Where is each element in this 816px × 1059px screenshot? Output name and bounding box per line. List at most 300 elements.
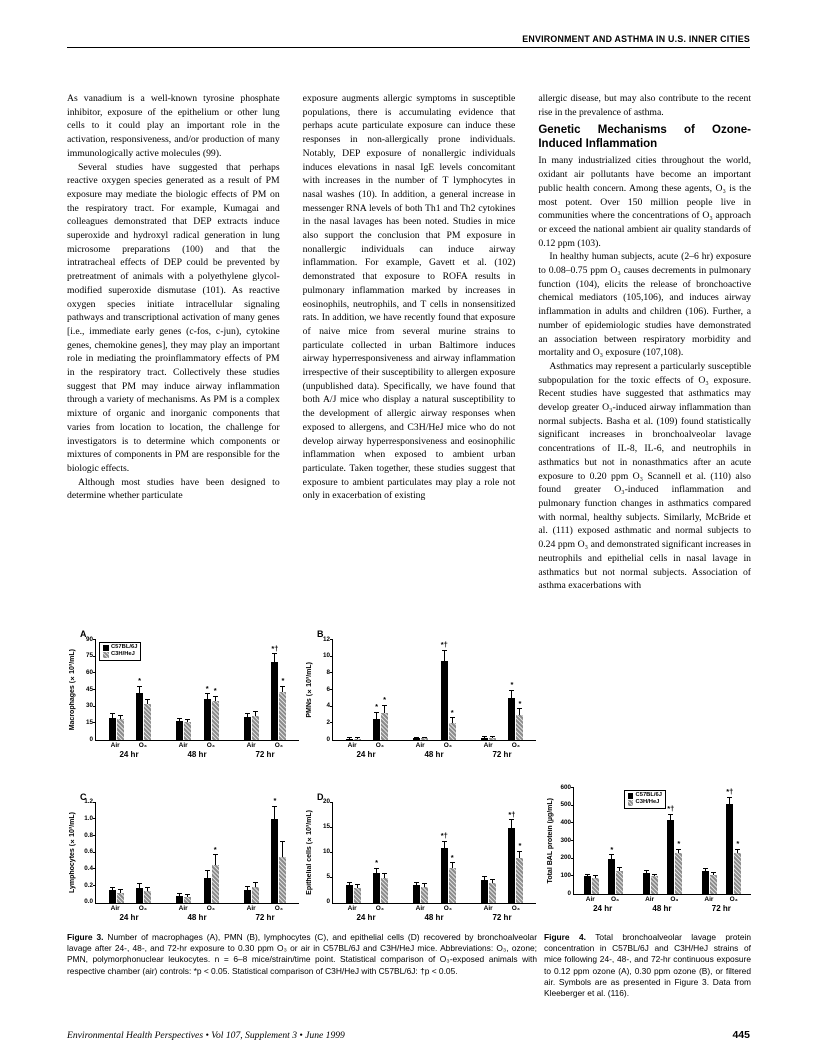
significance-annotation: *† [726,787,734,797]
error-bar-cap [213,696,218,697]
x-tick-label: O₃ [375,742,384,749]
header-rule [67,47,750,48]
bar [381,878,388,903]
condition-group [373,640,388,740]
x-label-group [632,896,691,904]
time-label: 24 hr [119,912,139,922]
figure3-caption-label: Figure 3. [67,932,104,942]
bar [252,887,259,903]
y-tick-label: 75 [85,652,93,660]
time-group [401,803,469,903]
error-bar-cap [450,717,455,718]
bar [592,878,599,894]
error-bar-cap [382,873,387,874]
bar [144,891,151,903]
y-tick-mark [93,656,96,657]
y-axis-title: Epithelial cells (×10³/mL) [305,810,313,895]
bar-C57BL/6J [667,788,674,894]
bar-C57BL/6J [346,803,353,903]
legend-swatch [628,793,634,799]
bar [252,716,259,740]
y-tick-label: 90 [85,635,93,643]
condition-group [667,788,682,894]
plot-area [95,796,299,904]
x-label-group [468,742,536,750]
journal-footer: Environmental Health Perspectives • Vol 107, Supplement 3 • June 1999 [67,1030,345,1041]
x-axis-labels [332,742,536,750]
error-bar-cap [668,814,673,815]
y-tick-label: 60 [85,669,93,677]
x-label-group [400,742,468,750]
bar [184,897,191,903]
condition-group [204,640,219,740]
x-tick-label: O₃ [443,742,452,749]
time-group [164,640,232,740]
time-label: 24 hr [119,750,139,760]
bar-C3H/HeJ [354,803,361,903]
condition-group [508,803,523,903]
y-tick-label: 1.0 [84,815,93,823]
error-bar-cap [585,874,590,875]
legend-label: C57BL/6J [111,644,138,650]
bar [373,873,380,903]
y-tick-mark [93,639,96,640]
legend-swatch [628,800,634,806]
bar [354,739,361,740]
bar-C57BL/6J [608,788,615,894]
condition-group [584,788,599,894]
text-column-2 [303,92,516,593]
bar-C3H/HeJ [252,640,259,740]
chart-inner [303,791,536,904]
paragraph: Although most studies have been designed to determine whether particulate [67,476,280,502]
condition-group [244,803,259,903]
time-axis-labels [332,750,536,760]
error-bar-cap [617,867,622,868]
time-group [333,640,401,740]
bar [212,701,219,740]
x-axis-labels [332,905,536,913]
bar [204,878,211,903]
bar [279,857,286,903]
y-tick-mark [93,672,96,673]
time-label: 48 hr [187,750,207,760]
error-bar-cap [727,797,732,798]
bar [616,871,623,894]
condition-group [136,803,151,903]
time-label: 72 hr [492,912,512,922]
y-tick-mark [93,885,96,886]
bar [144,704,151,740]
x-tick-label: O₃ [443,904,452,912]
bar-C57BL/6J [373,803,380,903]
error-bar [274,807,275,820]
error-bar-cap [442,841,447,842]
y-tick-label: 0.8 [84,831,93,839]
significance-annotation: * [205,683,209,693]
condition-group [346,640,361,740]
bar [176,721,183,740]
x-label-group [163,905,231,913]
bar [421,887,428,903]
bar-C57BL/6J [413,640,420,740]
x-tick-label: O₃ [611,896,620,903]
y-axis-title: Total BAL protein (µg/mL) [546,798,554,884]
error-bar-cap [676,849,681,850]
significance-annotation: * [273,796,277,806]
x-tick-label: O₃ [138,742,147,749]
figure3-caption [67,932,537,977]
y-tick-mark [571,805,574,806]
y-tick-label: 0 [326,898,330,906]
y-tick-label: 100 [560,872,571,880]
condition-group [109,803,124,903]
y-tick-mark [571,787,574,788]
y-tick-mark [93,868,96,869]
bar [516,715,523,740]
x-tick-label: Air [585,896,595,903]
y-tick-mark [330,827,333,828]
significance-annotation: * [375,858,379,868]
x-label-group [400,905,468,913]
time-group [231,796,299,903]
x-axis-labels [95,742,299,750]
time-group [468,640,536,740]
chart-inner [66,628,299,741]
x-tick-label: Air [246,904,256,912]
y-axis [315,798,332,906]
bar-C3H/HeJ [212,640,219,740]
error-bar [384,706,385,714]
error-bar-cap [110,887,115,888]
bar-C3H/HeJ [489,640,496,740]
error-bar-cap [711,872,716,873]
y-tick-label: 600 [560,783,571,791]
error-bar-cap [205,693,210,694]
condition-group [481,640,496,740]
error-bar-cap [280,841,285,842]
y-tick-mark [330,722,333,723]
bar-C3H/HeJ [212,803,219,903]
time-axis-labels [95,750,299,760]
x-label-group [692,896,751,904]
x-tick-label: O₃ [511,904,520,912]
running-head: ENVIRONMENT AND ASTHMA IN U.S. INNER CITIES [522,34,750,44]
time-label: 48 hr [424,912,444,922]
error-bar-cap [414,882,419,883]
y-tick-mark [330,672,333,673]
legend-label: C57BL/6J [635,792,662,798]
error-bar-cap [185,719,190,720]
bar-C3H/HeJ [144,803,151,903]
text-column-3 [538,92,751,593]
significance-annotation: *† [440,831,448,841]
error-bar-cap [703,868,708,869]
bar [117,893,124,903]
figure3-panel-a-chart [66,628,299,761]
x-label-group [95,742,163,750]
condition-group [702,788,717,894]
time-axis-labels [95,913,299,923]
significance-annotation: * [450,707,454,717]
page-number: 445 [732,1029,750,1041]
significance-annotation: *† [440,640,448,650]
bar-C3H/HeJ [184,803,191,903]
bar-C3H/HeJ [516,640,523,740]
error-bar-cap [253,711,258,712]
significance-annotation: *† [667,804,675,813]
y-tick-label: 0 [567,889,571,897]
paragraph: exposure augments allergic symptoms in susceptible populations, there is accumulating evidence that perhaps acute particulate exposure can induce these responses in non-allergically prone individuals. Notably, DEP exposure of nonallergic individuals induces elevations in nasal IgE levels concomitant with increases in the number of T lymphocytes in nasal washes (10). In addition, a general increase in messenger RNA levels of both Th1 and Th2 cytokines in the nasal lavages has been noted. Studies in mice also support the conclusion that PM exposure in nonallergic individuals can induce airway inflammation. For example, Gavett et al. (102) demonstrated that exposure to ROFA results in pulmonary inflammation marked by increases in eosinophils, neutrophils, and T cells in nonsensitized rats. In addition, we have recently found that exposure of naive mice from several murine strains to particulate collected in urban Baltimore induces airway hyperresponsiveness and airway inflammation irrespective of their susceptibility to allergen exposure (unpublished data). Specifically, we have found that both A/J mice who display a natural susceptibility to the development of allergic airway responses when exposed to allergens, and C3H/HeJ mice who do not develop airway hyperresponsiveness and eosinophilic inflammation when exposed to ambient urban particulate. Taken together, these studies suggest that exposure to ambient particulates may play a role not only in exacerbation of existing [302,93,516,502]
x-tick-label: Air [110,904,120,912]
y-axis-title: Macrophages (×10³/mL) [68,649,76,731]
bar-C3H/HeJ [489,803,496,903]
y-tick-label: 0 [326,735,330,743]
bar [354,888,361,903]
time-label: 48 hr [424,750,444,760]
error-bar-cap [245,886,250,887]
significance-annotation: * [383,695,387,705]
y-tick-label: 12 [322,635,330,643]
bar [508,828,515,903]
bar [136,888,143,903]
bar-C57BL/6J [271,796,278,903]
bar-C3H/HeJ [354,640,361,740]
y-tick-mark [330,706,333,707]
time-group [231,640,299,740]
bar [212,865,219,903]
chart-inner [303,628,536,741]
bar [608,859,615,894]
x-label-group [573,896,632,904]
bar-C57BL/6J [176,640,183,740]
bar [702,871,709,894]
bar-C3H/HeJ [252,803,259,903]
condition-group [441,640,456,740]
x-tick-label: Air [415,742,425,749]
y-tick-mark [330,656,333,657]
y-tick-label: 20 [322,798,330,806]
bar [413,885,420,903]
panel-label: A [80,629,87,639]
error-bar-cap [253,882,258,883]
y-tick-mark [571,875,574,876]
y-tick-label: 2 [326,719,330,727]
figure4-caption-label: Figure 4. [544,932,586,942]
y-axis-title: Lymphocytes (×10³/mL) [68,811,76,894]
y-tick-label: 5 [326,873,330,881]
error-bar-cap [609,854,614,855]
bar-C3H/HeJ [421,803,428,903]
figure3-panel-b-chart [303,628,536,761]
bar [584,876,591,894]
time-group [96,803,164,903]
significance-annotation: * [138,676,142,686]
figure3-panel-d-chart [303,791,536,924]
figure3-panel-c-chart [66,791,299,924]
bar-C57BL/6J [204,640,211,740]
condition-group [608,788,623,894]
y-tick-label: 10 [322,652,330,660]
x-tick-label: Air [483,742,493,749]
bar-C3H/HeJ [144,640,151,740]
time-group [468,803,536,903]
bar-C57BL/6J [702,788,709,894]
error-bar-cap [735,849,740,850]
bar-C3H/HeJ [616,788,623,894]
bar-C57BL/6J [136,803,143,903]
x-tick-label: Air [110,742,120,749]
figure3-caption-text: Number of macrophages (A), PMN (B), lymphocytes (C), and epithelial cells (D) recovered by bronchoalveolar lavage after 24-, 48-, and 72-hr exposure to 0.30 ppm O₃ or air in C57BL/6J and C3H/HeJ mice. Abbreviations: O₃, ozone; PMN, polymorphonuclear leukocytes. n = 6–8 mice/strain/time point. Statistical comparison of O₃-exposed animals with respective chamber (air) controls: *p < 0.05. Statistical comparison of C3H/HeJ with C57BL/6J: †p < 0.05. [67,932,537,976]
time-label: 72 hr [492,750,512,760]
error-bar-cap [110,713,115,714]
time-label: 72 hr [255,912,275,922]
condition-group [271,640,286,740]
bar [381,713,388,740]
x-tick-label: Air [246,742,256,749]
error-bar-cap [652,874,657,875]
bar [184,722,191,740]
y-tick-label: 6 [326,685,330,693]
significance-annotation: * [518,698,522,708]
legend [99,642,141,661]
bar-C57BL/6J [481,803,488,903]
x-tick-label: Air [347,904,357,912]
bar-C57BL/6J [244,640,251,740]
legend-label: C3H/HeJ [635,799,660,806]
bar-C3H/HeJ [449,803,456,903]
bar [109,718,116,740]
error-bar-cap [382,705,387,706]
bar-C57BL/6J [481,640,488,740]
y-tick-label: 45 [85,685,93,693]
legend-item [628,800,662,806]
condition-group [271,796,286,903]
bar-C3H/HeJ [279,640,286,740]
paragraph: Several studies have suggested that perhaps reactive oxygen species generated as a result of PM exposure may mediate the biologic effects of PM on the respiratory tract. For example, Kumagai and colleagues demonstrated that DEP extracts induce superoxide and hydroxyl radical generation in lung microsome preparations (100) and that the intratracheal effects of DEP could be prevented by pretreatment of animals with a polyethylene glycol-modified superoxide dismutase (101). As reactive oxygen species initiate intracellular signaling pathways and transcriptional activation of many genes [i.e., immediate early genes (c-fos, c-jun), cytokine genes, chemokine genes], they may play an important role in mediating the proinflammatory effects of PM in the respiratory tract. Collectively these studies suggest that PM may induce airway inflammation through a variety of mechanisms. As PM is a complex mixture of organic and inorganic components that varies from location to location, the challenge for investigators is to determine which components or mixtures of components in PM are responsible for the biologic effects. [67,161,280,474]
error-bar-cap [280,686,285,687]
error-bar-cap [213,854,218,855]
y-tick-mark [330,639,333,640]
error-bar-cap [185,894,190,895]
y-tick-label: 8 [326,669,330,677]
y-tick-label: 500 [560,801,571,809]
legend-swatch [103,652,109,658]
figure4-caption [544,932,751,999]
bar [710,875,717,894]
condition-group [244,640,259,740]
x-tick-label: O₃ [274,904,283,912]
significance-annotation: * [213,686,217,696]
bar [481,880,488,903]
error-bar-cap [137,883,142,884]
paragraph: allergic disease, but may also contribute to the recent rise in the prevalence of asthma. [538,93,752,118]
panel-label: B [317,629,324,639]
error-bar [511,691,512,699]
bar [204,699,211,740]
significance-annotation: * [375,702,379,711]
bar-C3H/HeJ [184,640,191,740]
bar-C3H/HeJ [279,803,286,903]
bar-C3H/HeJ [117,803,124,903]
y-tick-mark [330,802,333,803]
error-bar-cap [509,690,514,691]
x-axis-labels [573,896,751,904]
bar [279,692,286,740]
legend-item [628,793,662,799]
bar-C57BL/6J [508,640,515,740]
x-tick-label: O₃ [206,904,215,912]
y-tick-mark [93,818,96,819]
bar [726,804,733,894]
error-bar-cap [482,876,487,877]
bar-C57BL/6J [204,803,211,903]
condition-group [373,803,388,903]
error-bar-cap [137,686,142,687]
error-bar-cap [355,884,360,885]
x-label-group [231,742,299,750]
y-tick-label: 200 [560,854,571,862]
y-axis-title: PMNs (×10³/mL) [305,662,313,718]
x-tick-label: O₃ [729,896,738,903]
bar [508,698,515,740]
y-tick-label: 0 [89,735,93,743]
significance-annotation: *† [508,809,516,819]
error-bar-cap [177,718,182,719]
x-label-group [95,905,163,913]
bar-C57BL/6J [109,803,116,903]
error-bar [139,687,140,694]
error-bar [215,855,216,865]
error-bar-cap [347,882,352,883]
x-label-group [231,905,299,913]
condition-group [413,803,428,903]
condition-group [176,640,191,740]
y-tick-label: 300 [560,836,571,844]
bar [346,885,353,903]
y-tick-label: 15 [85,719,93,727]
condition-group [176,803,191,903]
bar-C57BL/6J [726,788,733,894]
bar [109,890,116,903]
significance-annotation: * [736,839,740,849]
error-bar-cap [517,851,522,852]
bar-C57BL/6J [373,640,380,740]
condition-group [204,803,219,903]
bar-C3H/HeJ [449,640,456,740]
bar [244,717,251,740]
error-bar-cap [118,715,123,716]
bar [271,819,278,902]
condition-group [441,803,456,903]
bar-C3H/HeJ [381,803,388,903]
bar-C57BL/6J [244,803,251,903]
legend-item [103,652,137,658]
time-group [164,803,232,903]
x-tick-label: Air [645,896,655,903]
y-tick-label: 10 [322,848,330,856]
error-bar [207,871,208,878]
condition-group [726,788,741,894]
bar [117,719,124,740]
significance-annotation: * [518,841,522,851]
y-tick-label: 400 [560,819,571,827]
time-label: 24 hr [593,904,613,914]
significance-annotation: * [510,680,514,690]
y-tick-mark [93,802,96,803]
bar [481,738,488,741]
y-tick-label: 4 [326,702,330,710]
